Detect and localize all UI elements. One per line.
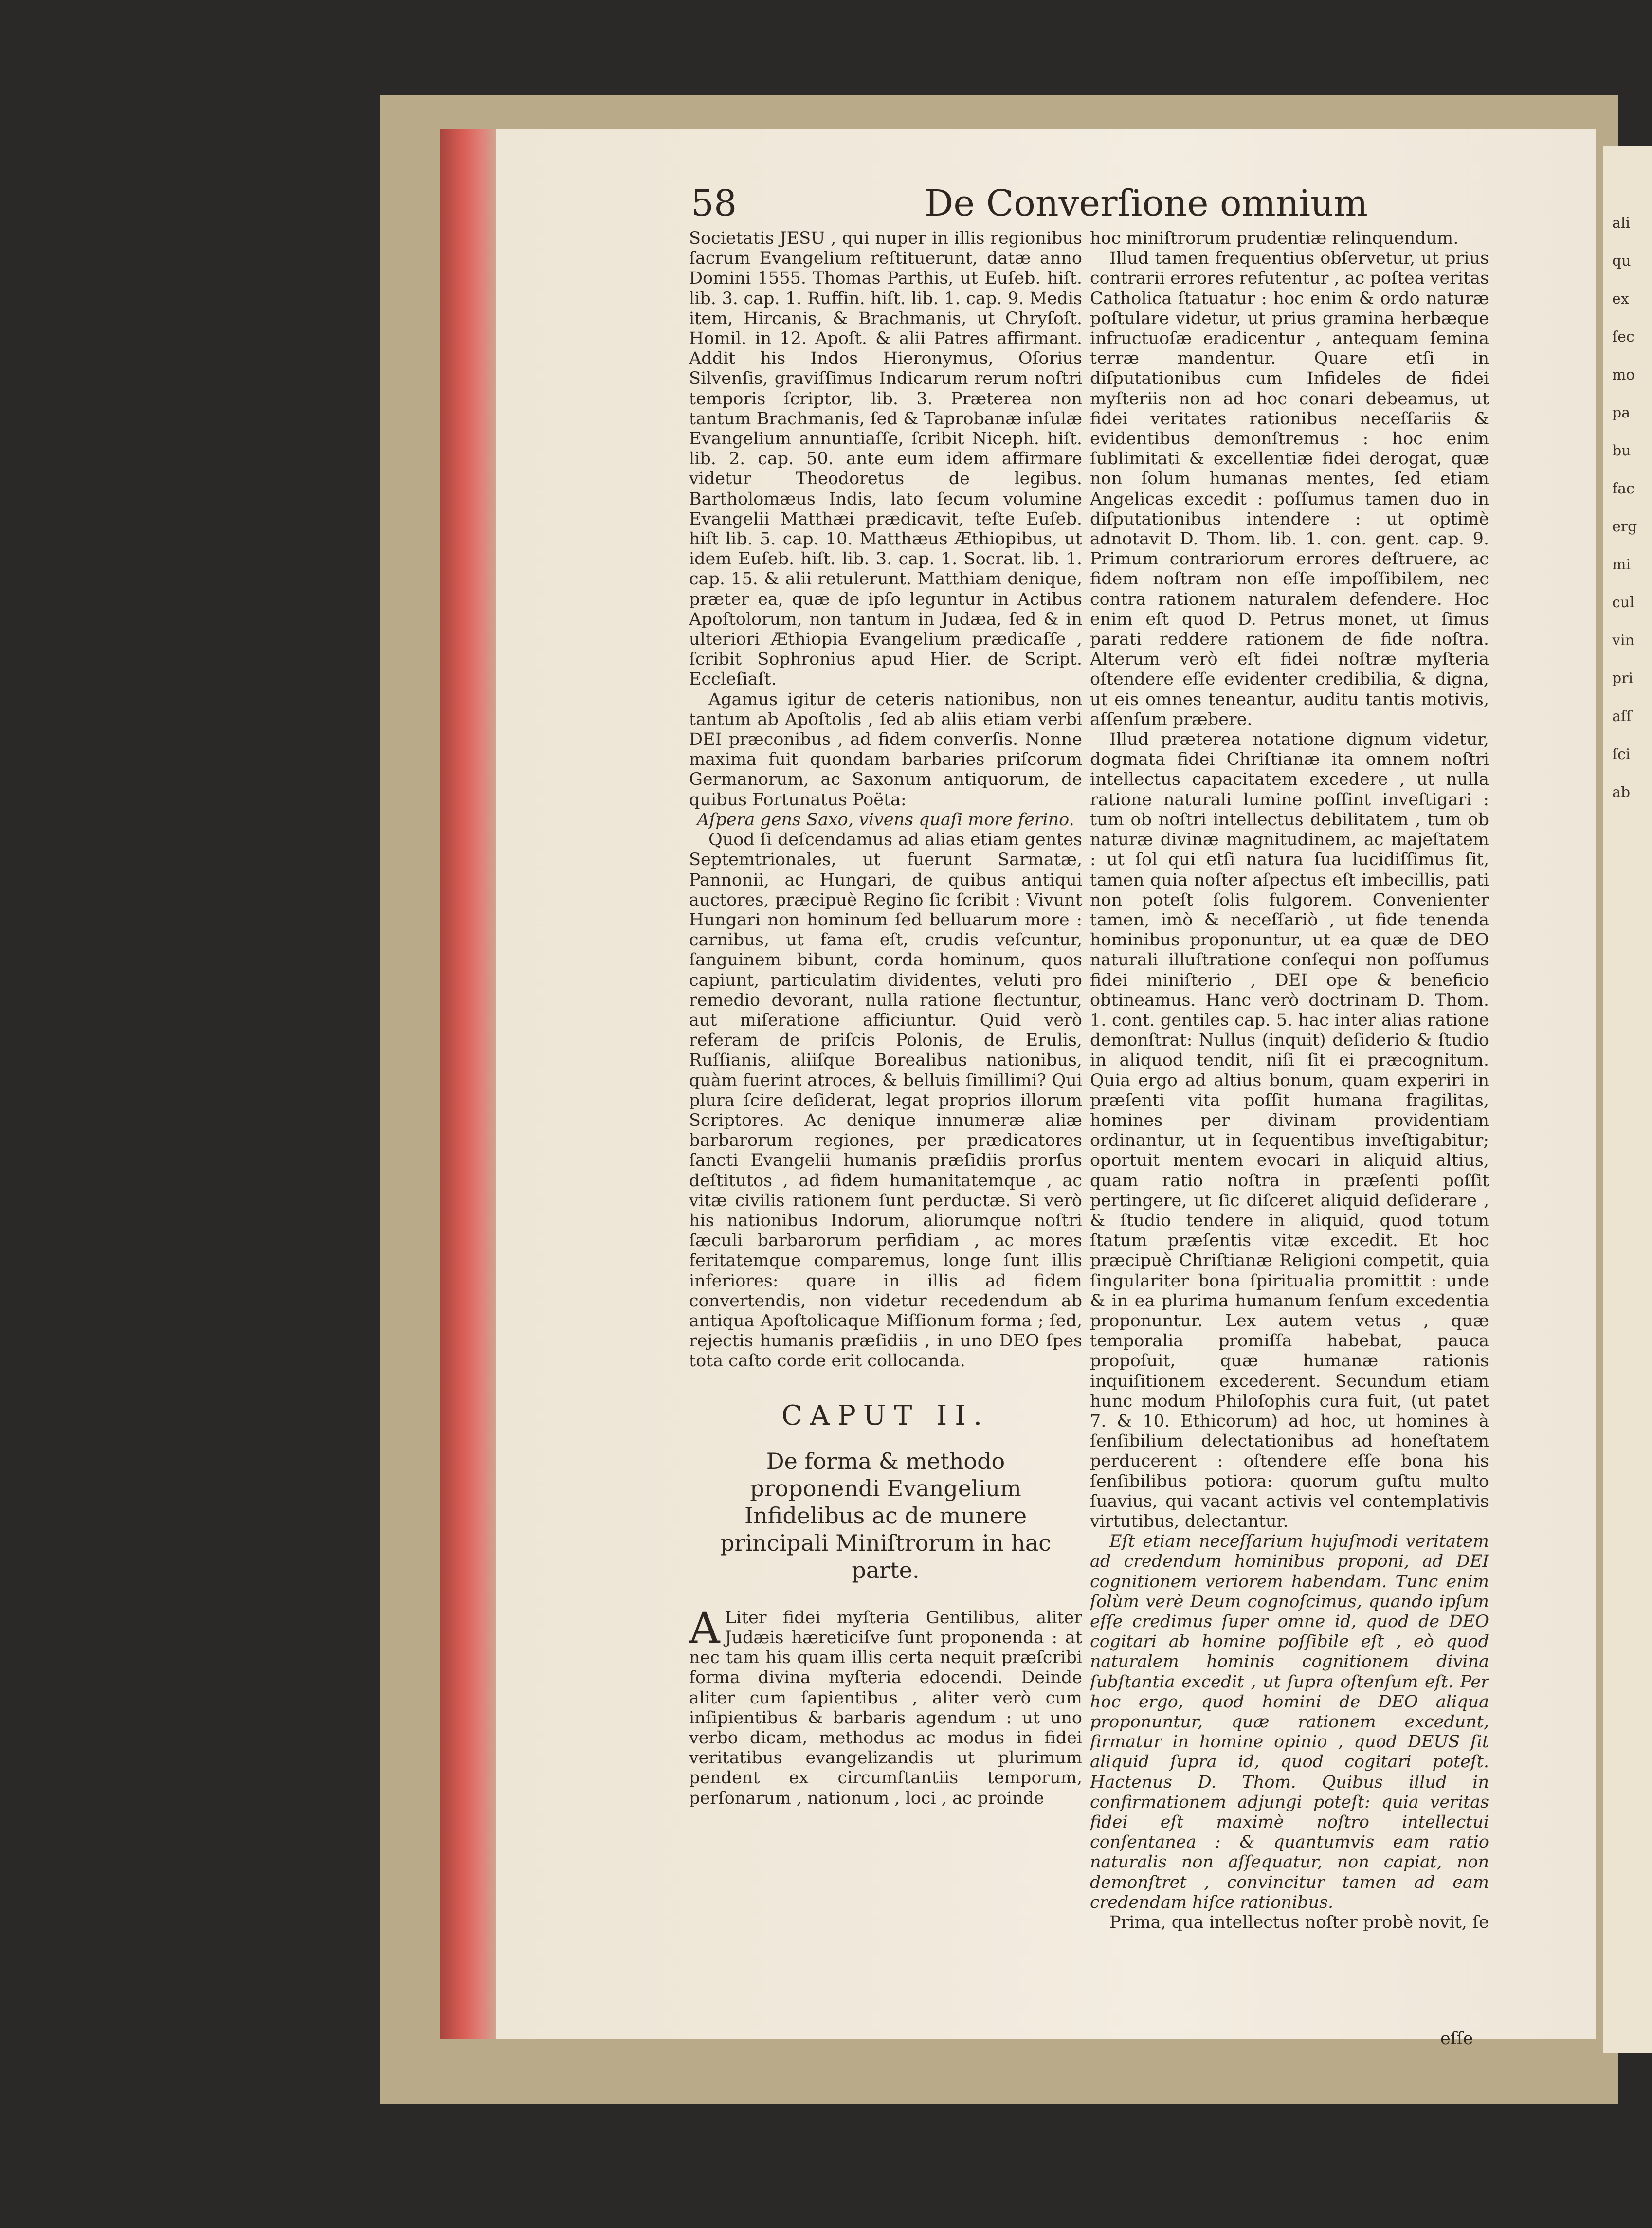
running-title: De Converſione omnium bbox=[925, 182, 1368, 224]
paragraph: Illud præterea notatione dignum videtur, dogmata fidei Chriſtianæ ita omnem noſtri intellectus capacitatem excedere , ut nulla ratione naturali lumine poſſint inveſtigari : tum ob noſtri intellectus debilitatem , tum ob naturæ divinæ magnitudinem, ac majeſtatem : ut ſol qui etſi natura ſua lucidiſſimus ſit, tamen quia noſter aſpectus eſt imbecillis, pati non poteſt ſolis fulgorem. Convenienter tamen, imò & neceſſariò , ut fide tenenda hominibus proponuntur, ut ea quæ de DEO naturali illuſtratione conſequi non poſſumus fidei miniſterio , DEI ope & beneficio obtineamus. Hanc verò doctrinam D. Thom. 1. cont. gentiles cap. 5. hac inter alias ratione demonſtrat: Nullus (inquit) deſiderio & ſtudio in aliquod tendit, niſi ſit ei præcognitum. Quia ergo ad altius bonum, quam experiri in præſenti vita poſſit humana fragilitas, homines per divinam providentiam ordinantur, ut in ſequentibus inveſtigabitur; oportuit mentem evocari in aliquid altius, quam ratio noſtra in præſenti poſſit pertingere, ut ſic diſceret aliquid deſiderare , & ſtudio tendere in aliquid, quod totum ſtatum præſentis vitæ excedit. Et hoc præcipuè Chriſtianæ Religioni competit, quia ſingulariter bona ſpiritualia promittit : unde & in ea plurima humanum ſenſum excedentia proponuntur. Lex autem vetus , quæ temporalia promiſſa habebat, pauca propoſuit, quæ humanæ rationis inquiſitionem excederent. Secundum etiam hunc modum Philoſophis cura fuit, (ut patet 7. & 10. Ethicorum) ad hoc, ut homines à ſenſibilium delectationibus ad honeſtatem perducerent : oſtendere eſſe bona his ſenſibilibus potiora: quorum guſtu multo ſuavius, qui vacant activis vel contemplativis virtutibus, delectantur. bbox=[1090, 730, 1489, 1531]
chapter-heading: CAPUT II. bbox=[781, 1399, 990, 1431]
facing-page-line: pa bbox=[1612, 404, 1631, 421]
facing-page-line: ſec bbox=[1612, 328, 1634, 345]
paragraph: Quod ſi deſcendamus ad alias etiam gentes Septemtrionales, ut fuerunt Sarmatæ, Pannonii, ac Hungari, de quibus antiqui auctores, præcipuè Regino ſic ſcribit : Vivunt Hungari non hominum ſed belluarum more : carnibus, ut fama eſt, crudis veſcuntur, ſanguinem bibunt, corda hominum, quos capiunt, particulatim dividentes, veluti pro remedio devorant, nulla ratione flectuntur, aut miſeratione afficiuntur. Quid verò referam de priſcis Polonis, de Erulis, Ruſſianis, aliiſque Borealibus nationibus, quàm fuerint atroces, & belluis ſimillimi? Qui plura ſcire deſiderat, legat proprios illorum Scriptores. Ac denique innumeræ aliæ barbarorum regiones, per prædicatores ſancti Evangelii humanis præſidiis prorſus deſtitutos , ad fidem humanitatemque , ac vitæ civilis rationem ſunt perductæ. Si verò his nationibus Indorum, aliorumque noſtri ſæculi barbarorum perfidiam , ac mores feritatemque comparemus, longe ſunt illis inferiores: quare in illis ad fidem convertendis, non videtur recedendum ab antiqua Apoſtolicaque Miſſionum forma ; ſed, rejectis humanis præſidiis , in uno DEO ſpes tota caſto corde erit collocanda. bbox=[689, 830, 1082, 1371]
facing-page-line: vin bbox=[1612, 632, 1634, 649]
paragraph-with-dropcap bbox=[689, 1602, 1082, 1809]
facing-page-line: mo bbox=[1612, 366, 1635, 383]
book-page bbox=[496, 129, 1596, 2048]
paragraph: Agamus igitur de ceteris nationibus, non tantum ab Apoſtolis , ſed ab aliis etiam verbi DEI præconibus , ad fidem converſis. Nonne maxima fuit quondam barbaries priſcorum Germanorum, ac Saxonum antiquorum, de quibus Fortunatus Poëta: bbox=[689, 689, 1082, 810]
paragraph: Societatis JESU , qui nuper in illis regionibus ſacrum Evangelium reſtituerunt, datæ anno Domini 1555. Thomas Parthis, ut Euſeb. hiſt. lib. 3. cap. 1. Ruffin. hiſt. lib. 1. cap. 9. Medis item, Hircanis, & Brachmanis, ut Chryſoſt. Homil. in 12. Apoſt. & alii Patres affirmant. Addit his Indos Hieronymus, Oſorius Silvenſis, graviſſimus Indicarum rerum noſtri temporis ſcriptor, lib. 3. Præterea non tantum Brachmanis, ſed & Taprobanæ inſulæ Evangelium annuntiaſſe, ſcribit Niceph. hiſt. lib. 2. cap. 50. ante eum idem affirmare videtur Theodoretus de legibus. Bartholomæus Indis, lato ſecum volumine Evangelii Matthæi prædicavit, teſte Euſeb. hiſt lib. 5. cap. 10. Matthæus Æthiopibus, ut idem Euſeb. hiſt. lib. 3. cap. 1. Socrat. lib. 1. cap. 15. & alii retulerunt. Matthiam denique, præter ea, quæ de ipſo leguntur in Actibus Apoſtolorum, non tantum in Judæa, ſed & in ulteriori Æthiopia Evangelium prædicaſſe , ſcribit Sophronius apud Hier. de Script. Eccleſiaſt. bbox=[689, 229, 1082, 689]
catchword: eſſe bbox=[1440, 2029, 1473, 2048]
page-number: 58 bbox=[691, 182, 737, 224]
facing-page-line: ab bbox=[1612, 784, 1631, 801]
facing-page-line: pri bbox=[1612, 670, 1634, 687]
facing-page-fragment bbox=[1603, 146, 1652, 2053]
verse-quote: Aſpera gens Saxo, vivens quaſi more ferino. bbox=[697, 810, 1074, 830]
facing-page-line: mi bbox=[1612, 556, 1631, 573]
facing-page-text bbox=[1603, 146, 1652, 812]
left-column bbox=[689, 229, 1082, 2031]
facing-page-line: fac bbox=[1612, 480, 1634, 497]
facing-page-line: bu bbox=[1612, 442, 1631, 459]
red-page-edge bbox=[440, 129, 496, 2039]
facing-page-line: cul bbox=[1612, 594, 1634, 611]
paragraph: Prima, qua intellectus noſter probè novit, ſe bbox=[1109, 1913, 1489, 1933]
facing-page-line: ſci bbox=[1612, 746, 1631, 763]
facing-page-line: aſſ bbox=[1612, 708, 1632, 725]
paragraph: hoc miniſtrorum prudentiæ relinquendum. bbox=[1090, 229, 1459, 248]
facing-page-line: ex bbox=[1612, 290, 1629, 308]
chapter-title: De forma & methodo proponendi Evangelium Infidelibus ac de munere principali Miniſtrorum in hac parte. bbox=[720, 1448, 1052, 1583]
page-header bbox=[691, 182, 1518, 231]
drop-cap-letter: A bbox=[689, 1602, 720, 1653]
facing-page-line: qu bbox=[1612, 253, 1631, 270]
paragraph: Eſt etiam neceſſarium hujuſmodi veritatem ad credendum hominibus proponi, ad DEI cognitionem veriorem habendam. Tunc enim ſolùm verè Deum cognoſcimus, quando ipſum eſſe credimus ſuper omne id, quod de DEO cogitari ab homine poſſibile eſt , eò quod naturalem hominis cognitionem divina ſubſtantia excedit , ut ſupra oſtenſum eſt. Per hoc ergo, quod homini de DEO aliqua proponuntur, quæ rationem excedunt, firmatur in homine opinio , quod DEUS ſit aliquid ſupra id, quod cogitari poteſt. Hactenus D. Thom. Quibus illud in confirmationem adjungi poteſt: quia veritas fidei eſt maximè noſtro intellectui conſentanea : & quantumvis eam ratio naturalis non aſſequatur, non capiat, non demonſtret , convincitur tamen ad eam credendam hiſce rationibus. bbox=[1090, 1532, 1489, 1912]
paragraph: Illud tamen frequentius obſervetur, ut prius contrarii errores refutentur , ac poſtea veritas Catholica ſtatuatur : hoc enim & ordo naturæ poſtulare videtur, ut prius gramina herbæque infructuoſæ eradicentur , antequam ſemina terræ mandentur. Quare etſi in diſputationibus cum Infideles de fidei myſteriis non ad hoc conari debeamus, ut fidei veritates rationibus neceſſariis & evidentibus demonſtremus : hoc enim ſublimitati & excellentiæ fidei derogat, quæ non ſolum humanas mentes, ſed etiam Angelicas excedit : poſſumus tamen duo in diſputationibus intendere : ut optimè adnotavit D. Thom. lib. 1. con. gent. cap. 9. Primum contrariorum errores deſtruere, ac fidem noſtram non eſſe impoſſibilem, nec contra rationem naturalem defendere. Hoc enim eſt quod D. Petrus monet, ut ſimus parati reddere rationem de fide noſtra. Alterum verò eſt fidei noſtræ myſteria oſtendere eſſe evidenter credibilia, & digna, ut eis omnes teneantur, auditu tantis motivis, aſſenſum præbere. bbox=[1090, 249, 1489, 729]
facing-page-line: ali bbox=[1612, 215, 1631, 232]
paragraph-text: Liter fidei myſteria Gentilibus, aliter Judæis hæreticiſve ſunt proponenda : at nec tam his quam illis certa nequit præſcribi forma divina myſteria edocendi. Deinde aliter cum ſapientibus , aliter verò cum inſipientibus & barbaris agendum : ut uno verbo dicam, methodus ac modus in fidei veritatibus evangelizandis ut plurimum pendent ex circumſtantiis temporum, perſonarum , nationum , loci , ac proinde bbox=[689, 1608, 1082, 1808]
right-column bbox=[1090, 229, 1489, 2031]
facing-page-line: erg bbox=[1612, 518, 1637, 535]
